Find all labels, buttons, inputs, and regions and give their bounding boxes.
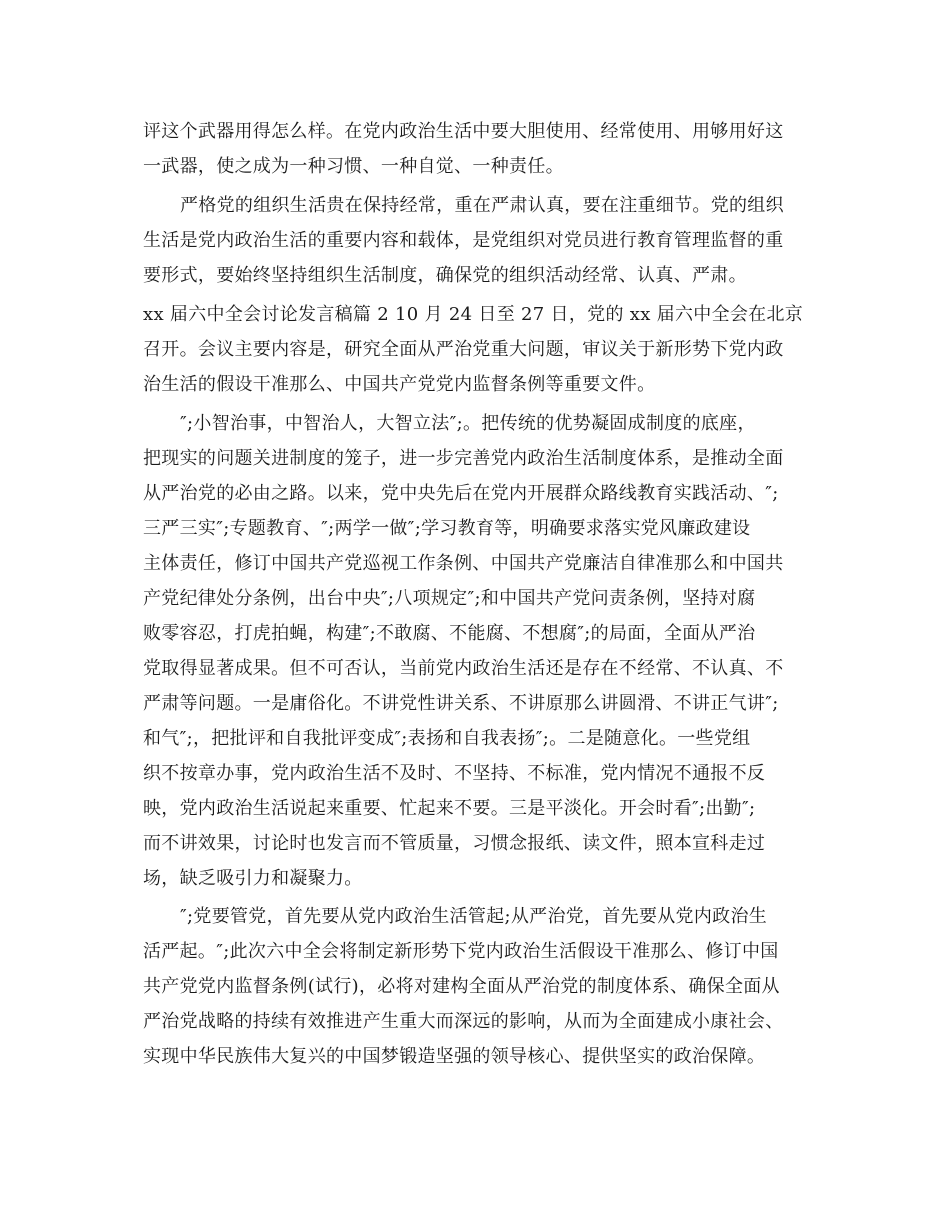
text-line: 一武器，使之成为一种习惯、一种自觉、一种责任。 [143, 156, 564, 177]
text-line: 生活是党内政治生活的重要内容和载体，是党组织对党员进行教育管理监督的重 [143, 230, 784, 251]
text-line: 从严治党的必由之路。以来，党中央先后在党内开展群众路线教育实践活动、″; [143, 483, 779, 504]
text-line: 和气″;，把批评和自我批评变成″;表扬和自我表扬″;。二是随意化。一些党组 [143, 728, 751, 749]
text-line: 活严起。″;此次六中全会将制定新形势下党内政治生活假设干准那么、修订中国 [143, 941, 779, 962]
text-line: 败零容忍，打虎拍蝇，构建″;不敢腐、不能腐、不想腐″;的局面，全面从严治 [143, 623, 756, 644]
text-line: 场，缺乏吸引力和凝聚力。 [143, 868, 363, 889]
paragraph-start-line: ″;党要管党，首先要从党内政治生活管起;从严治党，首先要从党内政治生 [180, 906, 768, 927]
text-line: 共产党党内监督条例(试行)，必将对建构全面从严治党的制度体系、确保全面从 [143, 976, 780, 997]
text-line: 实现中华民族伟大复兴的中国梦锻造坚强的领导核心、提供坚实的政治保障。 [143, 1046, 766, 1067]
text-line: 党取得显著成果。但不可否认，当前党内政治生活还是存在不经常、不认真、不 [143, 658, 784, 679]
text-line: 映，党内政治生活说起来重要、忙起来不要。三是平淡化。开会时看″;出勤″; [143, 798, 756, 819]
text-line: 织不按章办事，党内政治生活不及时、不坚持、不标准，党内情况不通报不反 [143, 763, 766, 784]
text-line: 召开。会议主要内容是，研究全面从严治党重大问题，审议关于新形势下党内政 [143, 339, 784, 360]
text-line: 评这个武器用得怎么样。在党内政治生活中要大胆使用、经常使用、用够用好这 [143, 121, 784, 142]
text-line: 把现实的问题关进制度的笼子，进一步完善党内政治生活制度体系，是推动全面 [143, 448, 784, 469]
text-line: 而不讲效果，讨论时也发言而不管质量，习惯念报纸、读文件，照本宣科走过 [143, 833, 766, 854]
text-line: 主体责任，修订中国共产党巡视工作条例、中国共产党廉洁自律准那么和中国共 [143, 553, 784, 574]
section-heading-line: xx 届六中全会讨论发言稿篇 2 10 月 24 日至 27 日，党的 xx 届六中全会在北京 [143, 304, 804, 325]
paragraph-start-line: ″;小智治事，中智治人，大智立法″;。把传统的优势凝固成制度的底座， [180, 413, 756, 434]
text-line: 严治党战略的持续有效推进产生重大而深远的影响，从而为全面建成小康社会、 [143, 1011, 784, 1032]
paragraph-start-line: 严格党的组织生活贵在保持经常，重在严肃认真，要在注重细节。党的组织 [180, 195, 784, 216]
text-line: 要形式，要始终坚持组织生活制度，确保党的组织活动经常、认真、严肃。 [143, 265, 747, 286]
text-line: 严肃等问题。一是庸俗化。不讲党性讲关系、不讲原那么讲圆滑、不讲正气讲″; [143, 693, 779, 714]
text-line: 三严三实″;专题教育、″;两学一做″;学习教育等，明确要求落实党风廉政建设 [143, 518, 751, 539]
text-line: 产党纪律处分条例，出台中央″;八项规定″;和中国共产党问责条例，坚持对腐 [143, 588, 756, 609]
text-line: 治生活的假设干准那么、中国共产党党内监督条例等重要文件。 [143, 374, 656, 395]
